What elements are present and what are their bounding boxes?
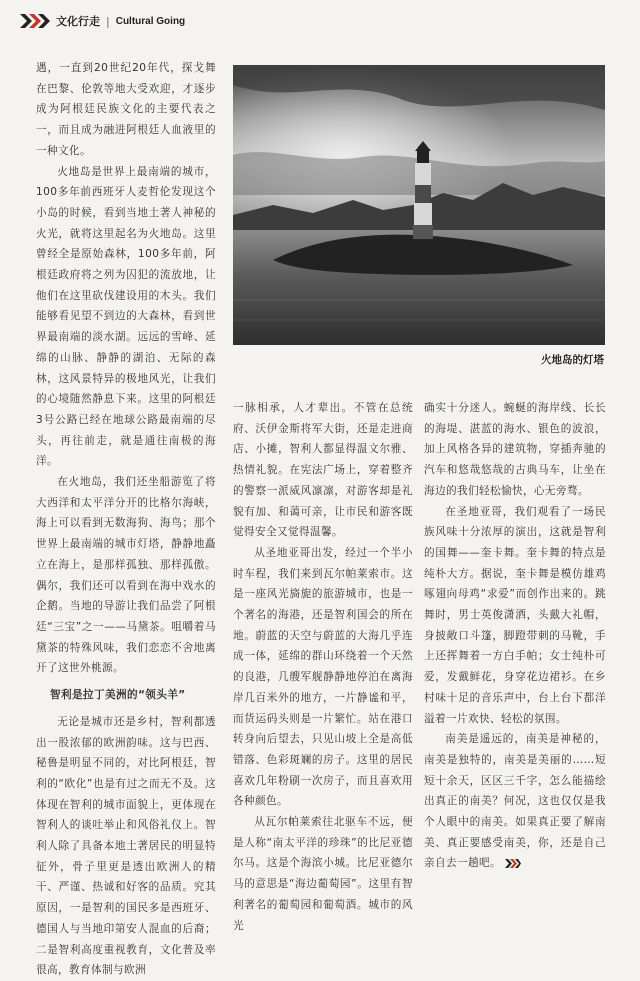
page-header: [20, 10, 185, 32]
paragraph: 确实十分迷人。蜿蜒的海岸线、长长的海堤、湛蓝的海水、银色的波浪，加上风格各异的建筑物，穿插奔驰的汽车和悠哉悠哉的古典马车，让坐在海边的我们轻松愉快，心无旁骛。: [424, 402, 606, 497]
article-column-2: [233, 398, 413, 936]
paragraph: 遇，一直到20世纪20年代，探戈舞在巴黎、伦敦等地大受欢迎，才逐步成为阿根廷民族文化的主要代表之一，而且成为融进阿根廷人血液里的一种文化。: [36, 62, 216, 157]
section-title-cn: 文化行走: [56, 15, 100, 28]
lighthouse-photo: [233, 65, 605, 345]
paragraph-text: 南美是遥远的，南美是神秘的，南美是独特的，南美是美丽的……短短十余天，区区三千字，怎么能描绘出真正的南美？何况，这也仅仅是我个人眼中的南美。如果真正要了解南美、真正要感受南美，你，还是自己亲自去一趟吧。: [424, 733, 606, 870]
photo-caption: 火地岛的灯塔: [541, 354, 604, 366]
section-separator: |: [106, 14, 110, 28]
article-column-3: [424, 398, 606, 874]
section-title-en: Cultural Going: [115, 15, 186, 27]
paragraph: 在火地岛，我们还坐船游览了将大西洋和太平洋分开的比格尔海峡，海上可以看到无数海狗、海鸟；那个世界上最南端的城市灯塔，静静地矗立在海上，是那样孤独、那样孤傲。偶尔，我们还可以看到在海中戏水的企鹅。当地的导游让我们品尝了阿根廷“三宝”之一——马黛茶。咀嚼着马黛茶的特殊风味，我们恋恋不舍地离开了这世外桃源。: [36, 476, 216, 675]
section-subheading: 智利是拉丁美洲的“领头羊”: [50, 689, 186, 702]
article-column-1: [36, 58, 216, 981]
paragraph: 从瓦尔帕莱索往北驱车不远，便是人称“南太平洋的珍珠”的比尼亚德尔马。这是个海滨小城。比尼亚德尔马的意思是“海边葡萄园”。这里有智利著名的葡萄园和葡萄酒。城市的风光: [233, 816, 413, 932]
paragraph: 从圣地亚哥出发，经过一个半小时车程，我们来到瓦尔帕莱索市。这是一座风光旖旎的旅游城市，也是一个著名的海港，还是智利国会的所在地。蔚蓝的天空与蔚蓝的大海几乎连成一体，延绵的群山环绕着一个天然的良港，几艘军舰静静地停泊在离海岸几百米外的地方，一片静谧和平，而货运码头则是一片繁忙。站在港口转身向后望去，只见山坡上全是高低错落、色彩斑斓的房子。这里的居民喜欢几年粉刷一次房子，而且喜欢用各种颜色。: [233, 546, 413, 808]
paragraph: 无论是城市还是乡村，智利都透出一股浓郁的欧洲韵味。这与巴西、秘鲁是明显不同的，对比阿根廷，智利的“欧化”也是有过之而无不及。这体现在智利的城市面貌上，更体现在智利人的谈吐举止和风俗礼仪上。智利人除了具备本地土著居民的明显特征外，骨子里更是透出欧洲人的精干、严谨、热诚和好客的品质。究其原因，一是智利的国民多是西班牙、德国人与当地印第安人混血的后裔；二是智利高度重视教育，文化普及率很高，教育体制与欧洲: [36, 715, 216, 977]
double-chevron-logo-icon: [20, 14, 50, 28]
paragraph: 在圣地亚哥，我们观看了一场民族风味十分浓厚的演出，这就是智利的国舞——奎卡舞。奎卡舞的特点是纯朴大方。据说，奎卡舞是模仿雄鸡啄翅向母鸡“求爱”而创作出来的。跳舞时，男士英俊潇洒，头戴大礼帽，身披敞口斗篷，脚蹬带刺的马靴，手上还挥舞着一方白手帕；女士纯朴可爱，发戴鲜花，身穿花边裙衫。在乡村味十足的音乐声中，台上台下都洋溢着一片欢快、轻松的氛围。: [424, 505, 606, 725]
paragraph: [424, 729, 606, 874]
paragraph: 火地岛是世界上最南端的城市，100多年前西班牙人麦哲伦发现这个小岛的时候，看到当地土著人神秘的火光，就将这里起名为火地岛。这里曾经全是原始森林，100多年前，阿根廷政府将之列为囚犯的流放地，让他们在这里砍伐建设用的木头。我们能够看见望不到边的大森林，看到世界最南端的淡水湖。远远的雪峰、延绵的山脉、静静的湖泊、无际的森林，这风景特异的极地风光，让我们的心境随然静息下来。这里的阿根廷3号公路已经在地球公路最南端的尽头，再往前走，就是通往南极的海洋。: [36, 165, 216, 468]
paragraph: 一脉相承，人才辈出。不管在总统府、沃伊金斯将军大街，还是走进商店、小摊，智利人都显得温文尔雅、热情礼貌。在宪法广场上，穿着整齐的警察一派威风凛凛，对游客却是礼貌有加、和蔼可亲，让市民和游客既觉得安全又觉得温馨。: [233, 402, 413, 539]
double-chevron-end-mark-icon: [505, 859, 521, 868]
